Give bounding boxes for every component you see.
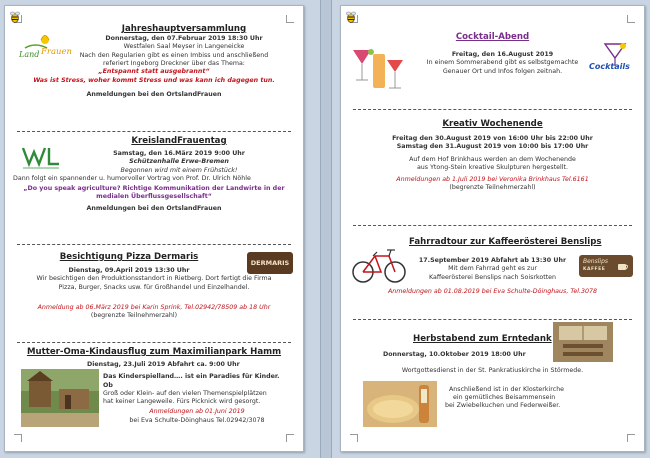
page-left[interactable] (4, 5, 304, 452)
event-note: (begrenzte Teilnehmerzahl) (449, 184, 536, 192)
crop-mark (627, 15, 635, 23)
event-title: Besichtigung Pizza Dermaris (59, 252, 199, 262)
event-date: Dienstag, 09.April 2019 13:30 Uhr (68, 267, 190, 274)
cocktails-logo-text: Cocktails (589, 62, 630, 71)
event-text: Genauer Ort und Infos folgen zeitnah. (442, 67, 563, 75)
event-topic: „Do you speak agriculture? Richtige Kommunikation der Landwirte in der (23, 185, 285, 193)
event-text: Begonnen wird mit einem Frühstück! (120, 166, 238, 174)
crop-mark (14, 434, 22, 442)
event-text: Wortgottesdienst in der St. Pankratiuskirche in Störmede. (401, 367, 584, 375)
logo-text-land: Land (19, 50, 40, 59)
event-date: Samstag, den 16.März 2019 9:00 Uhr (113, 150, 245, 157)
section-divider (17, 244, 291, 245)
crop-mark (627, 434, 635, 442)
crop-mark (350, 434, 358, 442)
event-title: KreislandFrauentag (131, 136, 227, 146)
event-date: Freitag den 30.August 2019 von 16:00 Uhr bis 22:00 Uhr (392, 135, 593, 142)
benslips-logo-subtext: KAFFEE (583, 267, 606, 272)
coffee-cup-icon (616, 259, 630, 273)
event-kreativ-wochenende (353, 119, 632, 193)
event-title: Jahreshauptversammlung (121, 24, 247, 34)
event-text: Das Kinderspielland…. ist ein Paradies für Kinder. Ob (103, 373, 280, 389)
wlv-logo (19, 144, 65, 172)
event-venue: Schützenhalle Erwe-Bremen (129, 158, 229, 166)
event-date: Samstag den 31.August 2019 von 10:00 bis 17:00 Uhr (396, 143, 589, 151)
event-venue: Westfalen Saal Meyser in Langeneicke (123, 43, 245, 51)
event-text: Auf dem Hof Brinkhaus werden an dem Wochenende (409, 155, 576, 163)
event-text: bei Zwiebelkuchen und Federweißer. (445, 402, 561, 410)
event-title: Herbstabend zum Erntedank (413, 334, 552, 344)
church-interior-photo (553, 322, 613, 362)
event-text: Nach den Regularien gibt es einen Imbiss und anschließend (79, 51, 269, 59)
bee-icon (345, 10, 357, 24)
event-text: referiert Ingeborg Dreckner über das Thema: (103, 59, 245, 67)
event-text: Pizza, Burger, Snacks usw. für Großhandel und Einzelhandel. (58, 283, 250, 291)
event-text: ein gemütliches Beisammensein (453, 393, 556, 401)
event-registration: Anmeldungen bei den OrtslandFrauen (86, 204, 222, 212)
cocktails-logo (585, 42, 637, 80)
event-date: Dienstag, 23.Juli 2019 Abfahrt ca. 9:00 Uhr (87, 361, 240, 368)
event-text: Wir besichtigen den Produktionsstandort in Rietberg. Dort fertigt die Firma (36, 275, 272, 283)
bicycle-image (349, 238, 409, 286)
crop-mark (286, 15, 294, 23)
event-text: In einem Sommerabend gibt es selbstgemachte (426, 59, 579, 67)
section-divider (353, 109, 632, 110)
event-text: Mit dem Fahrrad geht es zur (448, 265, 537, 273)
event-subtopic: Was ist Stress, woher kommt Stress und was kann ich dagegen tun. (33, 77, 275, 85)
event-date: Donnerstag, den 07.Februar 2019 18:30 Uhr (105, 35, 263, 42)
event-registration: Anmeldungen ab 01.Juni 2019 (149, 408, 245, 416)
event-text: Groß oder Klein- auf den vielen Themenspielplätzen (103, 389, 267, 397)
event-text: Dann folgt ein spannender u. humorvoller Vortrag von Prof. Dr. Ulrich Nöhle (13, 174, 251, 182)
event-text: Anschließend ist in der Klosterkirche (449, 385, 565, 393)
event-title: Fahrradtour zur Kaffeerösterei Benslips (409, 237, 602, 247)
event-text: hat keiner Langeweile. Fürs Picknick wird gesorgt. (103, 398, 261, 406)
event-registration: Anmeldung ab 06.März 2019 bei Karin Sprink, Tel.02942/78509 ab 18 Uhr (37, 303, 271, 311)
event-registration: Anmeldungen bei den OrtslandFrauen (86, 90, 222, 98)
event-topic: medialen Überflussgesellschaft“ (96, 193, 212, 201)
event-topic: „Entspannt statt ausgebrannt“ (98, 68, 210, 76)
cocktail-glasses-image (349, 40, 407, 98)
page-gap (320, 0, 332, 458)
event-note: (begrenzte Teilnehmerzahl) (90, 312, 178, 320)
bee-icon (9, 10, 21, 24)
event-date: Freitag, den 16.August 2019 (451, 51, 554, 58)
event-title: Mutter-Oma-Kindausflug zum Maximilianpark Hamm (26, 347, 282, 357)
section-divider (17, 131, 291, 132)
event-registration: Anmeldungen ab 01.08.2019 bei Eva Schulte-Döinghaus, Tel.3078 (387, 287, 598, 295)
playground-photo (21, 369, 99, 427)
event-title: Cocktail-Abend (455, 32, 530, 42)
benslips-logo (579, 255, 633, 277)
page-right[interactable] (340, 5, 645, 452)
section-divider (353, 319, 632, 320)
event-contact: bei Eva Schulte-Döinghaus Tel.02942/3078 (129, 416, 265, 424)
event-title: Kreativ Wochenende (442, 119, 543, 129)
event-registration: Anmeldungen ab 1.Juli 2019 bei Veronika Brinkhaus Tel.6161 (396, 176, 589, 184)
dermaris-logo: DERMARIS (247, 252, 293, 274)
event-text: Kaffeerösterei Benslips nach Soisrkotten (428, 273, 557, 281)
benslips-logo-text: Benslips (583, 258, 609, 265)
event-text: aus Ytong-Stein kreative Skulpturen hergestellt. (416, 163, 569, 171)
crop-mark (286, 434, 294, 442)
event-date: Donnerstag, 10.Oktober 2019 18:00 Uhr (383, 351, 526, 358)
section-divider (17, 342, 291, 343)
logo-text-frauen: Frauen (41, 47, 73, 57)
onion-tart-photo (363, 381, 437, 427)
section-divider (353, 225, 632, 226)
event-date: 17.September 2019 Abfahrt ab 13:30 Uhr (418, 257, 567, 264)
